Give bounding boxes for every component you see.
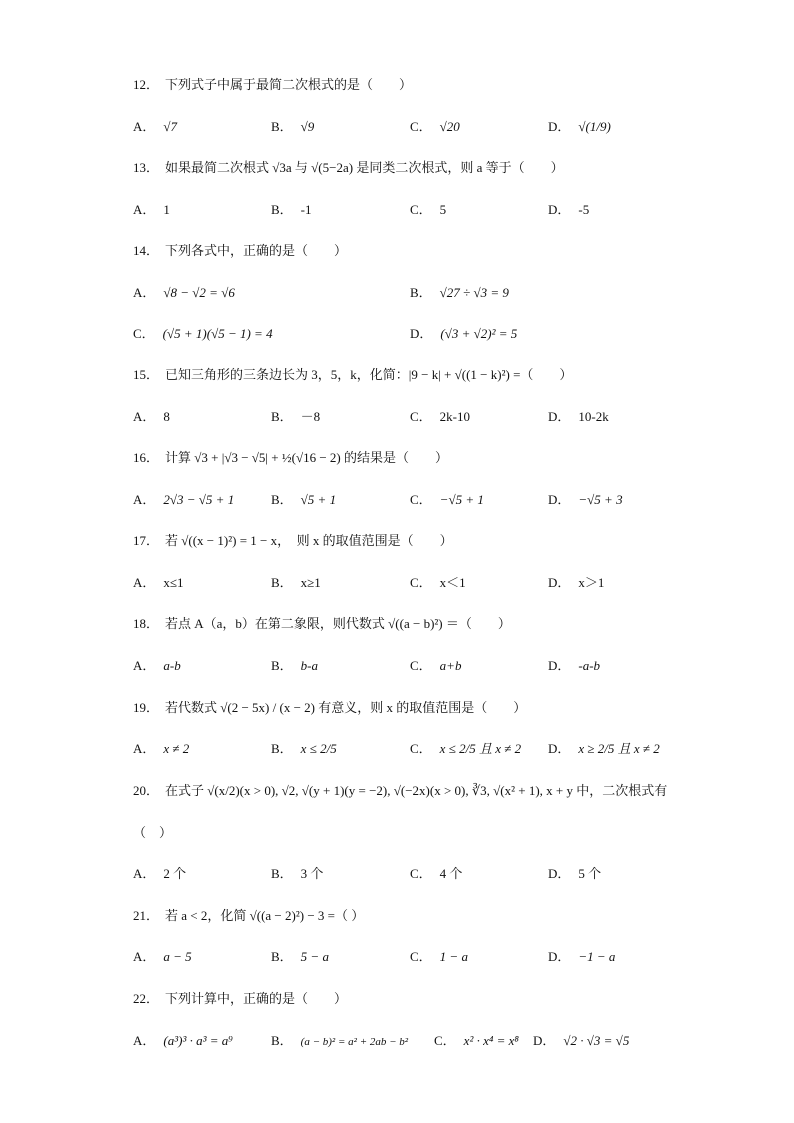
option-b: B． －8: [271, 409, 321, 424]
question-stem: 下列各式中，正确的是（ ）: [165, 243, 348, 258]
question-number: 22．: [133, 991, 160, 1006]
question-number: 14．: [133, 243, 160, 258]
option-c: C． √20: [410, 119, 460, 134]
option-c: C． a+b: [410, 658, 462, 673]
question-number: 12．: [133, 77, 160, 92]
option-a: A． √7: [133, 119, 178, 134]
option-c: C． 2k-10: [410, 409, 471, 424]
option-d: D． −1 − a: [548, 949, 616, 964]
option-b: B． √9: [271, 119, 315, 134]
question-15: [133, 364, 572, 383]
option-a: A． 2 个: [133, 866, 187, 881]
question-stem: 下列式子中属于最简二次根式的是（ ）: [165, 77, 413, 92]
question-stem: 在式子 √(x/2)(x > 0), √2, √(y + 1)(y = −2), √(−2x)(x > 0), ∛3, √(x² + 1), x + y 中，二次根式有: [165, 783, 668, 798]
option-d: D． x ≥ 2/5 且 x ≠ 2: [548, 741, 660, 756]
option-b: B． x ≤ 2/5: [271, 741, 337, 756]
question-number: 13．: [133, 160, 160, 175]
option-d: D． √(1/9): [548, 119, 611, 134]
question-number: 15．: [133, 367, 160, 382]
option-d: D． √2 · √3 = √5: [533, 1033, 630, 1048]
question-16: [133, 447, 448, 466]
question-stem: 若 √((x − 1)²) = 1 − x， 则 x 的取值范围是（ ）: [165, 533, 453, 548]
question-stem: 若点 A（a，b）在第二象限，则代数式 √((a − b)²) ＝（ ）: [165, 616, 511, 631]
question-number: 16．: [133, 450, 160, 465]
question-stem: 若 a < 2，化简 √((a − 2)²) − 3 =（ ）: [165, 908, 365, 923]
option-d: D． x＞1: [548, 575, 605, 590]
question-22: [133, 988, 347, 1007]
option-c: C． x＜1: [410, 575, 466, 590]
question-stem: 计算 √3 + |√3 − √5| + ½(√16 − 2) 的结果是（ ）: [165, 450, 448, 465]
question-number: 19．: [133, 700, 160, 715]
question-18: [133, 613, 511, 632]
option-b: B． 3 个: [271, 866, 324, 881]
question-stem: 如果最简二次根式 √3a 与 √(5−2a) 是同类二次根式，则 a 等于（ ）: [165, 160, 564, 175]
option-c: C． x² · x⁴ = x⁸: [434, 1033, 519, 1048]
option-b: B． b-a: [271, 658, 319, 673]
option-a: A． 8: [133, 409, 170, 424]
option-c: C． 1 − a: [410, 949, 468, 964]
question-stem: 已知三角形的三条边长为 3，5，k，化简：|9 − k| + √((1 − k)²) =（ ）: [165, 367, 573, 382]
question-number: 17．: [133, 533, 160, 548]
question-20-continued: （ ）: [133, 825, 173, 840]
question-14: [133, 240, 347, 259]
option-d: D． 5 个: [548, 866, 602, 881]
question-17: [133, 530, 453, 549]
option-a: A． x ≠ 2: [133, 741, 190, 756]
question-20: [133, 780, 667, 799]
option-d: D． -5: [548, 202, 590, 217]
question-number: 20．: [133, 783, 160, 798]
option-c: C． −√5 + 1: [410, 492, 484, 507]
option-c: C． 4 个: [410, 866, 463, 881]
option-b: B． x≥1: [271, 575, 321, 590]
question-21: [133, 905, 364, 924]
question-13: [133, 157, 564, 176]
question-12: [133, 74, 412, 93]
option-b: B． (a − b)² = a² + 2ab − b²: [271, 1033, 409, 1048]
option-b: B． √27 ÷ √3 = 9: [410, 285, 509, 300]
option-b: B． -1: [271, 202, 312, 217]
question-stem: 若代数式 √(2 − 5x) / (x − 2) 有意义，则 x 的取值范围是（ ）: [165, 700, 527, 715]
question-stem: 下列计算中，正确的是（ ）: [165, 991, 348, 1006]
option-a: A． √8 − √2 = √6: [133, 285, 235, 300]
option-a: A． x≤1: [133, 575, 184, 590]
option-c: C． 5: [410, 202, 447, 217]
option-b: B． √5 + 1: [271, 492, 337, 507]
option-a: A． 2√3 − √5 + 1: [133, 492, 235, 507]
question-number: 21．: [133, 908, 160, 923]
question-number: 18．: [133, 616, 160, 631]
option-d: D． −√5 + 3: [548, 492, 623, 507]
option-c: C． x ≤ 2/5 且 x ≠ 2: [410, 741, 522, 756]
question-19: [133, 697, 526, 716]
option-d: D． (√3 + √2)² = 5: [410, 326, 518, 341]
option-a: A． a − 5: [133, 949, 192, 964]
option-a: A． (a³)³ · a³ = a⁹: [133, 1033, 233, 1048]
option-b: B． 5 − a: [271, 949, 329, 964]
option-d: D． -a-b: [548, 658, 601, 673]
option-a: A． 1: [133, 202, 170, 217]
option-a: A． a-b: [133, 658, 181, 673]
option-c: C． (√5 + 1)(√5 − 1) = 4: [133, 326, 273, 341]
option-d: D． 10-2k: [548, 409, 609, 424]
